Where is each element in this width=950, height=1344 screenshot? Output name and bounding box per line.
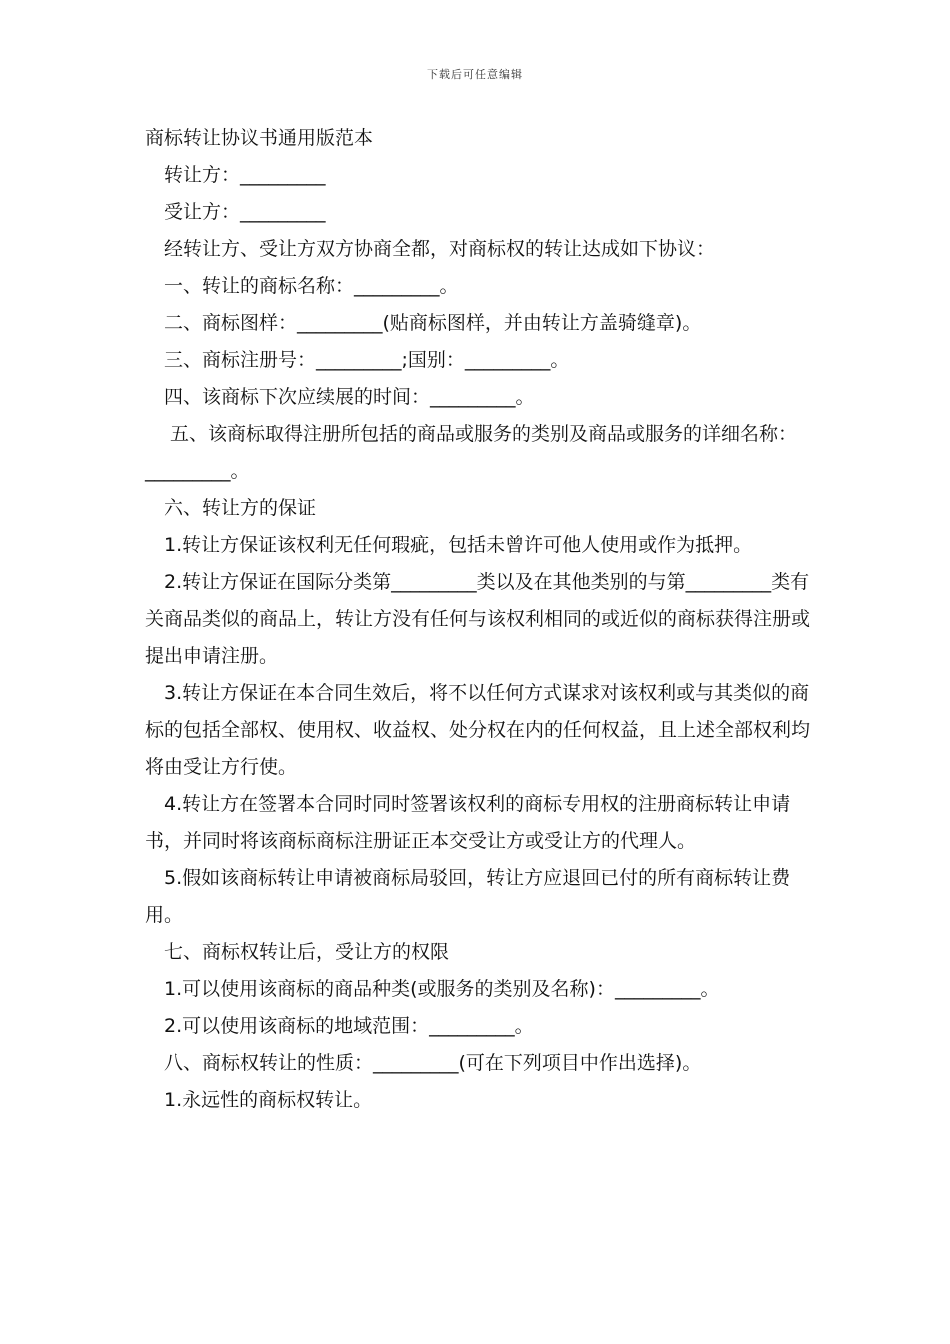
document-title: 商标转让协议书通用版范本	[145, 127, 374, 149]
paragraph-clause-6-item-1: 1.转让方保证该权利无任何瑕疵，包括未曾许可他人使用或作为抵押。	[164, 534, 753, 556]
paragraph-transferor: 转让方：_________	[164, 164, 326, 186]
paragraph-clause-6-item-4: 4.转让方在签署本合同时同时签署该权利的商标专用权的注册商标转让申请书，并同时将该商标商标注册证正本交受让方或受让方的代理人。	[145, 793, 791, 852]
paragraph-clause-7-heading: 七、商标权转让后，受让方的权限	[164, 941, 450, 963]
paragraph-clause-1: 一、转让的商标名称：_________。	[164, 275, 459, 297]
paragraph-clause-6-item-5: 5.假如该商标转让申请被商标局驳回，转让方应退回已付的所有商标转让费用。	[145, 867, 791, 926]
paragraph-clause-7-item-1: 1.可以使用该商标的商品种类(或服务的类别及名称)：_________。	[164, 978, 720, 1000]
paragraph-clause-3: 三、商标注册号：_________;国别：_________。	[164, 349, 570, 371]
header-note: 下载后可任意编辑	[427, 68, 523, 81]
document-body	[145, 120, 810, 1119]
paragraph-clause-6-item-3: 3.转让方保证在本合同生效后，将不以任何方式谋求对该权利或与其类似的商标的包括全部权、使用权、收益权、处分权在内的任何权益，且上述全部权利均将由受让方行使。	[145, 682, 811, 778]
paragraph-agreement-intro: 经转让方、受让方双方协商全都，对商标权的转让达成如下协议：	[164, 238, 716, 260]
paragraph-clause-2: 二、商标图样：_________(贴商标图样，并由转让方盖骑缝章)。	[164, 312, 702, 334]
paragraph-clause-8-heading: 八、商标权转让的性质：_________(可在下列项目中作出选择)。	[164, 1052, 702, 1074]
paragraph-clause-6-heading: 六、转让方的保证	[164, 497, 317, 519]
paragraph-clause-5: 五、该商标取得注册所包括的商品或服务的类别及商品或服务的详细名称：_________。	[145, 423, 798, 482]
paragraph-clause-8-item-1: 1.永远性的商标权转让。	[164, 1089, 373, 1111]
paragraph-transferee: 受让方：_________	[164, 201, 326, 223]
paragraph-clause-7-item-2: 2.可以使用该商标的地域范围：_________。	[164, 1015, 534, 1037]
paragraph-clause-4: 四、该商标下次应续展的时间：_________。	[164, 386, 535, 408]
paragraph-clause-6-item-2: 2.转让方保证在国际分类第_________类以及在其他类别的与第_________类有关商品类似的商品上，转让方没有任何与该权利相同的或近似的商标获得注册或提出申请注册。	[145, 571, 811, 667]
